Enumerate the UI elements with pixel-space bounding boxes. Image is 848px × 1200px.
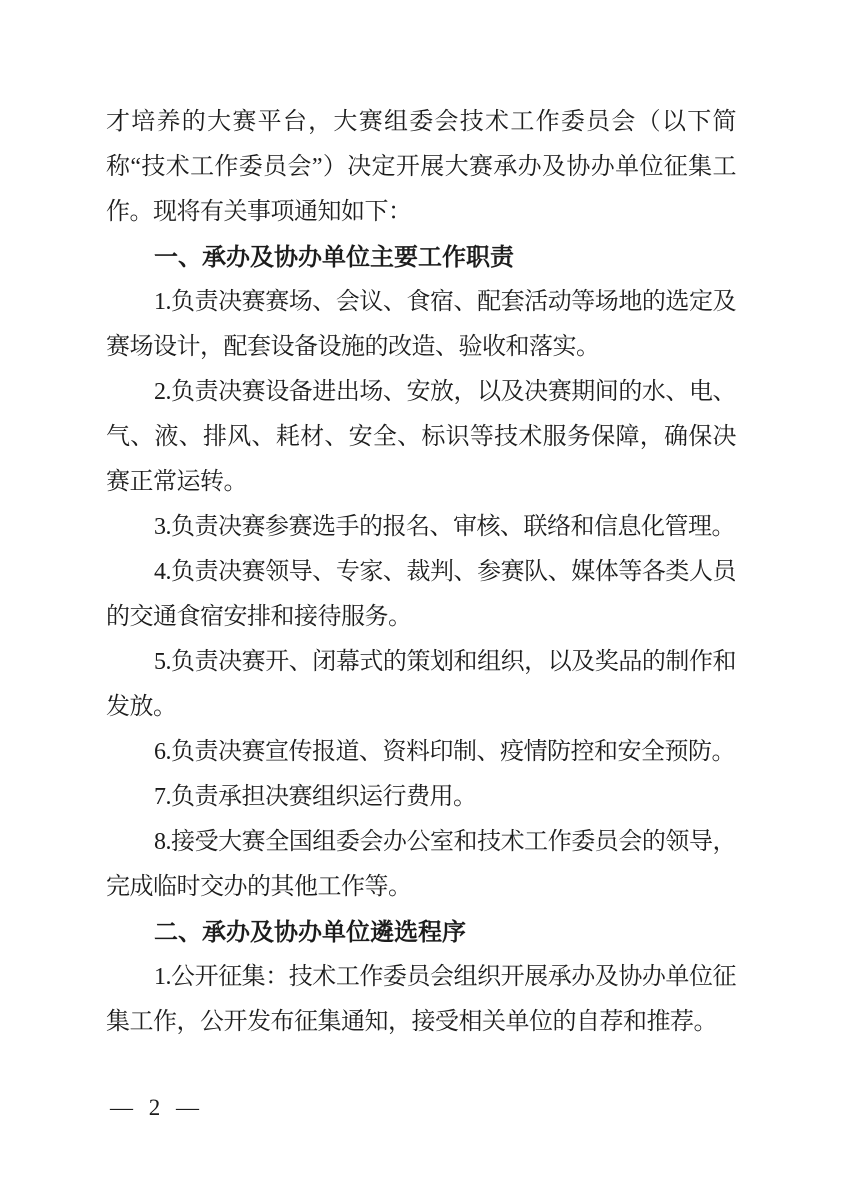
section-1-item-6: 6.负责决赛宣传报道、资料印制、疫情防控和安全预防。 [154,739,735,765]
section-2-heading: 二、承办及协办单位遴选程序 [154,919,466,946]
section-2-item-1: 1.公开征集：技术工作委员会组织开展承办及协办单位征集工作，公开发布征集通知，接受相关单位的自荐和推荐。 [106,964,736,1035]
document-body [106,100,736,1045]
intro-paragraph: 才培养的大赛平台，大赛组委会技术工作委员会（以下简称“技术工作委员会”）决定开展大赛承办及协办单位征集工作。现将有关事项通知如下： [106,109,736,225]
section-1-item-5: 5.负责决赛开、闭幕式的策划和组织，以及奖品的制作和发放。 [106,649,736,720]
page-number: — 2 — [110,1095,200,1120]
section-1-item-3: 3.负责决赛参赛选手的报名、审核、联络和信息化管理。 [154,514,735,540]
section-1-item-4: 4.负责决赛领导、专家、裁判、参赛队、媒体等各类人员的交通食宿安排和接待服务。 [106,559,736,630]
section-1-heading: 一、承办及协办单位主要工作职责 [154,244,514,271]
section-1-item-8: 8.接受大赛全国组委会办公室和技术工作委员会的领导，完成临时交办的其他工作等。 [106,829,736,900]
section-1-item-1: 1.负责决赛赛场、会议、食宿、配套活动等场地的选定及赛场设计，配套设备设施的改造、验收和落实。 [106,289,736,360]
section-1-item-7: 7.负责承担决赛组织运行费用。 [154,784,477,810]
section-1-item-2: 2.负责决赛设备进出场、安放，以及决赛期间的水、电、气、液、排风、耗材、安全、标识等技术服务保障，确保决赛正常运转。 [106,379,736,495]
